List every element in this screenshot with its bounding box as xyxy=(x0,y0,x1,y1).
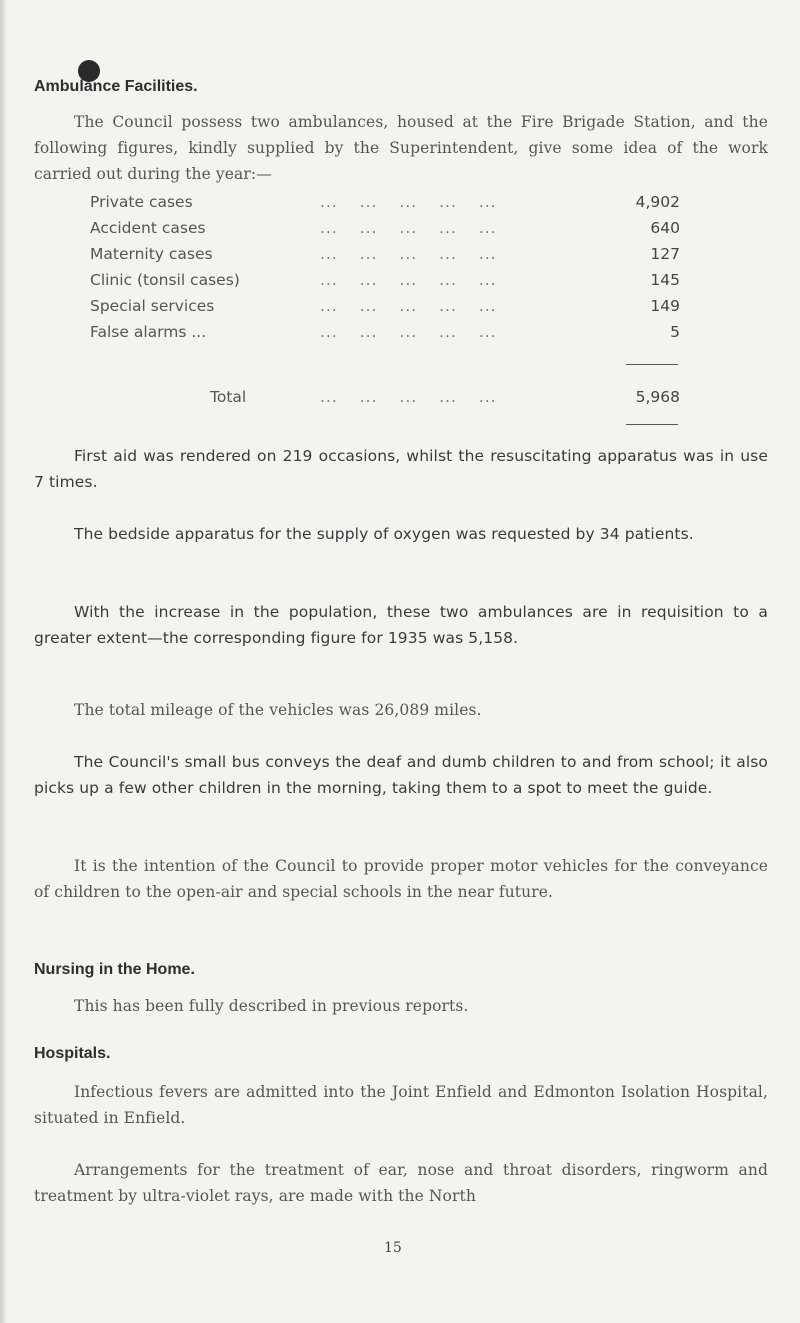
table-row xyxy=(90,215,680,241)
ambulance-figures-table xyxy=(90,189,680,345)
row-label: Accident cases xyxy=(90,219,206,237)
heading-hospitals: Hospitals. xyxy=(34,1045,111,1062)
nursing-paragraph: This has been fully described in previous reports. xyxy=(74,997,469,1015)
row-value: 127 xyxy=(650,245,680,263)
table-row xyxy=(90,241,680,267)
ambulance-intro: The Council possess two ambulances, housed at the Fire Brigade Station, and the following figures, kindly supplied by the Superintendent, give some idea of the work carried out during the year:— xyxy=(34,113,768,183)
total-rule-bottom xyxy=(626,424,678,425)
first-aid-paragraph: First aid was rendered on 219 occasions, whilst the resuscitating apparatus was in use 7 times. xyxy=(34,447,768,491)
leader-dots: ... ... ... ... ... xyxy=(320,193,497,211)
row-value: 145 xyxy=(650,271,680,289)
page-edge xyxy=(0,0,6,1323)
row-label: Special services xyxy=(90,297,215,315)
infectious-fevers-paragraph: Infectious fevers are admitted into the Joint Enfield and Edmonton Isolation Hospital, situated in Enfield. xyxy=(34,1083,768,1127)
motor-vehicles-paragraph: It is the intention of the Council to provide proper motor vehicles for the conveyance of children to the open-air and special schools in the near future. xyxy=(34,857,768,901)
row-label: Clinic (tonsil cases) xyxy=(90,271,240,289)
arrangements-paragraph: Arrangements for the treatment of ear, nose and throat disorders, ringworm and treatment by ultra-violet rays, are made with the North xyxy=(34,1161,768,1205)
row-value: 5 xyxy=(670,323,680,341)
table-row xyxy=(90,189,680,215)
row-label: False alarms ... xyxy=(90,323,207,341)
leader-dots: ... ... ... ... ... xyxy=(320,219,497,237)
row-label: Maternity cases xyxy=(90,245,213,263)
row-label: Private cases xyxy=(90,193,193,211)
table-row xyxy=(90,267,680,293)
bus-paragraph: The Council's small bus conveys the deaf and dumb children to and from school; it also picks up a few other children in the morning, taking them to a spot to meet the guide. xyxy=(34,753,768,797)
total-label: Total xyxy=(210,388,247,406)
total-rule-top xyxy=(626,364,678,365)
leader-dots: ... ... ... ... ... xyxy=(320,271,497,289)
heading-nursing-in-the-home: Nursing in the Home. xyxy=(34,961,195,978)
leader-dots: ... ... ... ... ... xyxy=(320,297,497,315)
table-row xyxy=(90,319,680,345)
ambulance-total xyxy=(90,384,680,410)
oxygen-paragraph: The bedside apparatus for the supply of oxygen was requested by 34 patients. xyxy=(74,525,694,543)
row-value: 640 xyxy=(650,219,680,237)
row-value: 149 xyxy=(650,297,680,315)
page-number: 15 xyxy=(384,1240,402,1256)
total-row xyxy=(90,384,680,410)
leader-dots: ... ... ... ... ... xyxy=(320,323,497,341)
total-value: 5,968 xyxy=(635,388,680,406)
table-row xyxy=(90,293,680,319)
population-paragraph: With the increase in the population, these two ambulances are in requisition to a greater extent—the corresponding figure for 1935 was 5,158. xyxy=(34,603,768,647)
row-value: 4,902 xyxy=(635,193,680,211)
leader-dots: ... ... ... ... ... xyxy=(320,245,497,263)
heading-ambulance-facilities: Ambulance Facilities. xyxy=(34,78,198,95)
leader-dots: ... ... ... ... ... xyxy=(320,388,497,406)
mileage-paragraph: The total mileage of the vehicles was 26,089 miles. xyxy=(74,701,482,719)
